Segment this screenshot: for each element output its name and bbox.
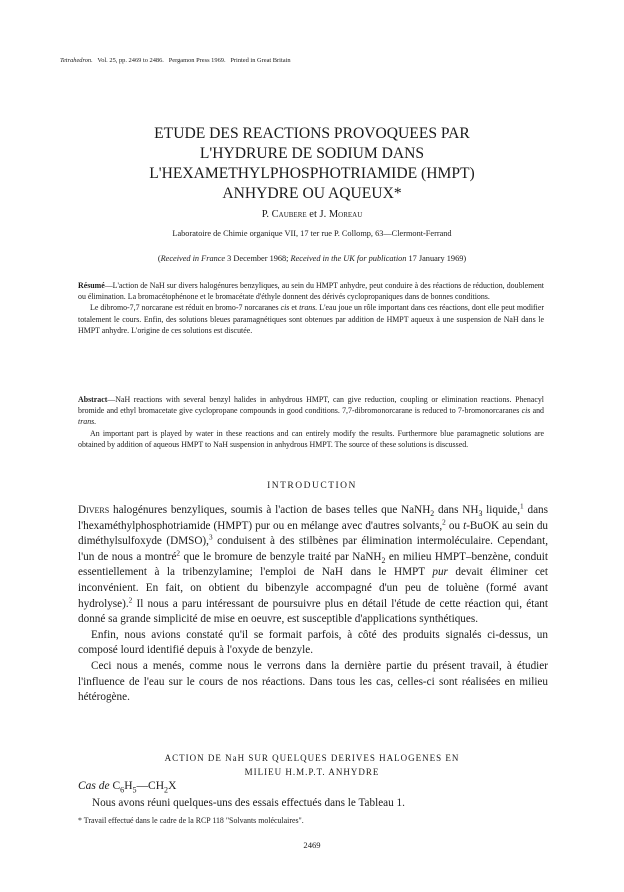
abstract-and: and: [530, 406, 545, 416]
subscript: 5: [132, 785, 137, 795]
section-heading-line-2: MILIEU H.M.P.T. ANHYDRE: [244, 766, 380, 777]
journal-name: Tetrahedron.: [60, 57, 93, 64]
intro-text: Il nous a paru intéressant de poursuivre plus en détail l'étude de cette réaction qui, étant donné sa grande simplicité de mise en oeuvre, est susceptible d'applications synthétiques.: [78, 597, 548, 626]
emphasis-pur: pur: [432, 566, 448, 579]
received-label-uk: Received in the UK for publication: [290, 254, 407, 263]
resume-paragraph-2: [78, 302, 544, 336]
authors: [0, 209, 624, 220]
intro-text: conduisent à des stilbènes par élimination intermoléculaire. Cependant, l'un de nous a montré: [78, 535, 548, 563]
subscript: 3: [478, 509, 483, 519]
abstract-trans: trans.: [78, 417, 97, 427]
formula-part: H: [124, 780, 133, 792]
subscript: 2: [164, 785, 169, 795]
intro-paragraph-2: Enfin, nous avions constaté qu'il se formait parfois, à côté des produits signalés ci-dessus, un composé lourd identifié depuis à l'oxyde de benzyle.: [78, 628, 548, 657]
resume-text-1: —L'action de NaH sur divers halogénures benzyliques, au sein du HMPT anhydre, peut conduire à des réactions de réduction, doublement ou élimination. La bromacétophénone et le bromacétate d'éthyle donnent des dérivés cyclopropaniques dans de bonnes conditions.: [78, 281, 544, 302]
resume-text-2b: L'eau joue un rôle important dans ces réactions, dont elle peut modifier totalement le cours. Enfin, des solutions bleues paramagnétiques sont obtenues par addition de HMPT aqueux à une suspension de NaH dans le HMPT anhydre. L'origine de ces solutions est discutée.: [78, 303, 545, 335]
resume-cis: cis: [280, 303, 290, 313]
introduction-body: [78, 503, 548, 706]
section-heading-introduction: INTRODUCTION: [267, 481, 357, 491]
reference-mark: 1: [520, 502, 524, 511]
author-1-name: Caubere: [271, 209, 307, 220]
resume-label: Résumé: [78, 281, 105, 290]
subscript: 2: [430, 509, 435, 519]
resume-et: et: [289, 303, 300, 313]
publisher: Pergamon Press 1969.: [168, 57, 226, 64]
section-heading-line-1: ACTION DE NaH SUR QUELQUES DERIVES HALOGENES EN: [164, 753, 460, 763]
intro-text: ou: [445, 519, 464, 532]
formula-part: X: [168, 780, 177, 792]
resume-paragraph-1: [78, 280, 544, 302]
intro-text: halogénures benzyliques, soumis à l'action de bases telles que NaNH: [109, 504, 431, 516]
title-line-3: L'HEXAMETHYLPHOSPHOTRIAMIDE (HMPT): [149, 165, 475, 182]
author-2-name: Moreau: [328, 209, 363, 220]
abstract-block: [78, 394, 544, 450]
subscript: 2: [381, 556, 386, 566]
intro-text: dans l'hexaméthylphosphotriamide (HMPT) pur ou en mélange avec d'autres solvants,: [78, 504, 548, 532]
abstract-text-1: —NaH reactions with several benzyl halides in anhydrous HMPT, can give reduction, coupling or elimination reactions. Phenacyl bromide and ethyl bromacetate give cyclopropane compounds in good conditions. 7,7-dibromonorcarane is reduced to 7-bromonorcaranes: [78, 395, 544, 416]
subsection-italic: Cas de: [78, 780, 110, 792]
received-date-uk: 17 January 1969): [406, 254, 467, 263]
paper-title: [90, 124, 534, 204]
abstract-cis: cis: [521, 406, 531, 416]
affiliation: Laboratoire de Chimie organique VII, 17 ter rue P. Collomp, 63—Clermont-Ferrand: [172, 229, 452, 238]
intro-text: dans NH: [434, 504, 479, 516]
intro-text: en milieu HMPT–benzène, conduit essentiellement à la tribenzylamine; l'emploi de NaH dans le HMPT: [78, 550, 548, 579]
title-line-2: L'HYDRURE DE SODIUM DANS: [199, 145, 425, 162]
intro-paragraph-3: Ceci nous a menés, comme nous le verrons dans la dernière partie du présent travail, à étudier l'influence de l'eau sur le cours de nos réactions. Dans tous les cas, celles-ci sont réalisées en milieu hétérogène.: [78, 659, 548, 704]
page-number: 2469: [303, 840, 321, 850]
resume-text-2a: Le dibromo-7,7 norcarane est réduit en bromo-7 norcaranes: [90, 303, 281, 313]
subscript: 6: [120, 785, 125, 795]
running-header: [60, 57, 291, 64]
intro-first-word: Divers: [78, 504, 110, 516]
reference-mark: 3: [208, 533, 213, 542]
tert-prefix: t: [463, 519, 467, 532]
formula-part: C: [109, 780, 121, 792]
subsection-heading: [78, 780, 177, 795]
received-label-france: Received in France: [160, 254, 226, 263]
section-heading-nah: [0, 752, 624, 779]
abstract-label: Abstract: [78, 395, 108, 404]
intro-paragraph-1: [78, 503, 548, 628]
abstract-paragraph-1: [78, 394, 544, 428]
subsection-text: Nous avons réuni quelques-uns des essais effectués dans le Tableau 1.: [92, 797, 405, 809]
reference-mark: 2: [176, 549, 181, 558]
reference-mark: 2: [442, 517, 446, 526]
intro-text: devait éliminer cet inconvénient. En fait, on obtient du bibenzyle accompagné d'un peu de toluène (formé avant hydrolyse).: [78, 566, 548, 610]
title-line-1: ETUDE DES REACTIONS PROVOQUEES PAR: [154, 125, 470, 142]
abstract-paragraph-2: An important part is played by water in these reactions and can entirely modify the results. Furthermore blue paramagnetic solutions are obtained by addition of aqueous HMPT to NaH suspension in anhydrous HMPT. The source of these solutions is discussed.: [78, 428, 544, 449]
received-open-paren: (: [157, 254, 161, 263]
received-dates: [0, 254, 624, 263]
resume-trans: trans.: [299, 303, 318, 313]
reference-mark: 2: [128, 595, 133, 604]
intro-text: -BuOK au sein du diméthylsulfoxyde (DMSO),: [78, 519, 549, 548]
printed-in: Printed in Great Britain: [230, 57, 291, 64]
intro-text: que le bromure de benzyle traité par NaNH: [180, 550, 382, 563]
author-conjunction: et J.: [306, 209, 329, 220]
author-1-initial: P.: [261, 209, 272, 220]
intro-text: liquide,: [482, 504, 521, 516]
received-date-france: 3 December 1968;: [225, 254, 291, 263]
citation: Vol. 25, pp. 2469 to 2486.: [97, 57, 164, 64]
title-line-4: ANHYDRE OU AQUEUX*: [222, 185, 402, 202]
footnote: * Travail effectué dans le cadre de la RCP 118 "Solvants moléculaires".: [78, 816, 304, 825]
formula-part: —CH: [136, 780, 165, 792]
resume-block: [78, 280, 544, 336]
